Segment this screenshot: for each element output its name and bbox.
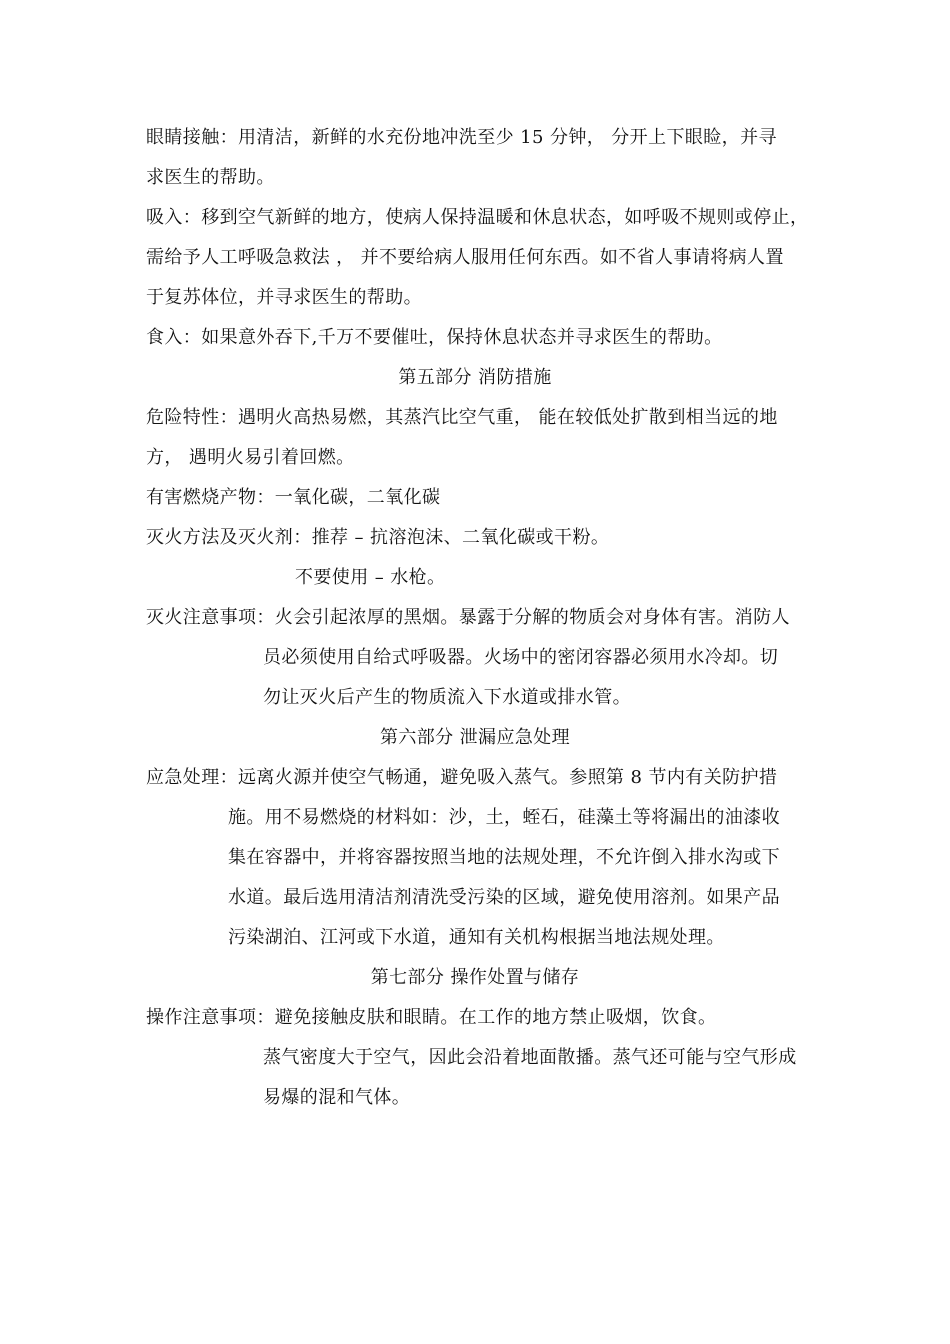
hazard-line-2: 方， 遇明火易引着回燃。 xyxy=(146,447,355,468)
section6-title: 第六部分 泄漏应急处理 xyxy=(379,727,571,748)
firefighting-precautions-line-3: 勿让灭火后产生的物质流入下水道或排水管。 xyxy=(263,687,631,708)
emergency-line-2: 施。用不易燃烧的材料如：沙，土，蛭石，硅藻土等将漏出的油漆收 xyxy=(228,807,780,828)
ingestion-line-1: 食入：如果意外吞下,千万不要催吐，保持休息状态并寻求医生的帮助。 xyxy=(146,327,723,348)
eye-contact-line-2: 求医生的帮助。 xyxy=(146,167,275,188)
firefighting-precautions-line-1: 灭火注意事项：火会引起浓厚的黑烟。暴露于分解的物质会对身体有害。消防人 xyxy=(146,607,790,628)
handling-line-1: 操作注意事项：避免接触皮肤和眼睛。在工作的地方禁止吸烟，饮食。 xyxy=(146,1007,717,1028)
emergency-line-5: 污染湖泊、江河或下水道，通知有关机构根据当地法规处理。 xyxy=(228,927,725,948)
hazard-line-1: 危险特性：遇明火高热易燃，其蒸汽比空气重， 能在较低处扩散到相当远的地 xyxy=(146,407,778,428)
handling-line-3: 易爆的混和气体。 xyxy=(263,1087,411,1108)
section5-title: 第五部分 消防措施 xyxy=(398,367,552,388)
eye-contact-line-1: 眼睛接触：用清洁，新鲜的水充份地冲洗至少 15 分钟， 分开上下眼睑，并寻 xyxy=(146,127,777,148)
emergency-line-4: 水道。最后选用清洁剂清洗受污染的区域，避免使用溶剂。如果产品 xyxy=(228,887,780,908)
firefighting-precautions-line-2: 员必须使用自给式呼吸器。火场中的密闭容器必须用水冷却。切 xyxy=(263,647,779,668)
extinguishing-media: 灭火方法及灭火剂：推荐 – 抗溶泡沫、二氧化碳或干粉。 xyxy=(146,527,610,548)
handling-line-2: 蒸气密度大于空气，因此会沿着地面散播。蒸气还可能与空气形成 xyxy=(263,1047,797,1068)
combustion-products: 有害燃烧产物：一氧化碳，二氧化碳 xyxy=(146,487,441,508)
inhalation-line-3: 于复苏体位，并寻求医生的帮助。 xyxy=(146,287,422,308)
section7-title: 第七部分 操作处置与储存 xyxy=(370,967,580,988)
inhalation-line-1: 吸入：移到空气新鲜的地方，使病人保持温暖和休息状态，如呼吸不规则或停止， xyxy=(146,207,809,228)
emergency-line-3: 集在容器中，并将容器按照当地的法规处理，不允许倒入排水沟或下 xyxy=(228,847,780,868)
emergency-line-1: 应急处理：远离火源并使空气畅通，避免吸入蒸气。参照第 8 节内有关防护措 xyxy=(146,767,778,788)
inhalation-line-2: 需给予人工呼吸急救法 ， 并不要给病人服用任何东西。如不省人事请将病人置 xyxy=(146,247,784,268)
do-not-use: 不要使用 – 水枪。 xyxy=(295,567,446,588)
